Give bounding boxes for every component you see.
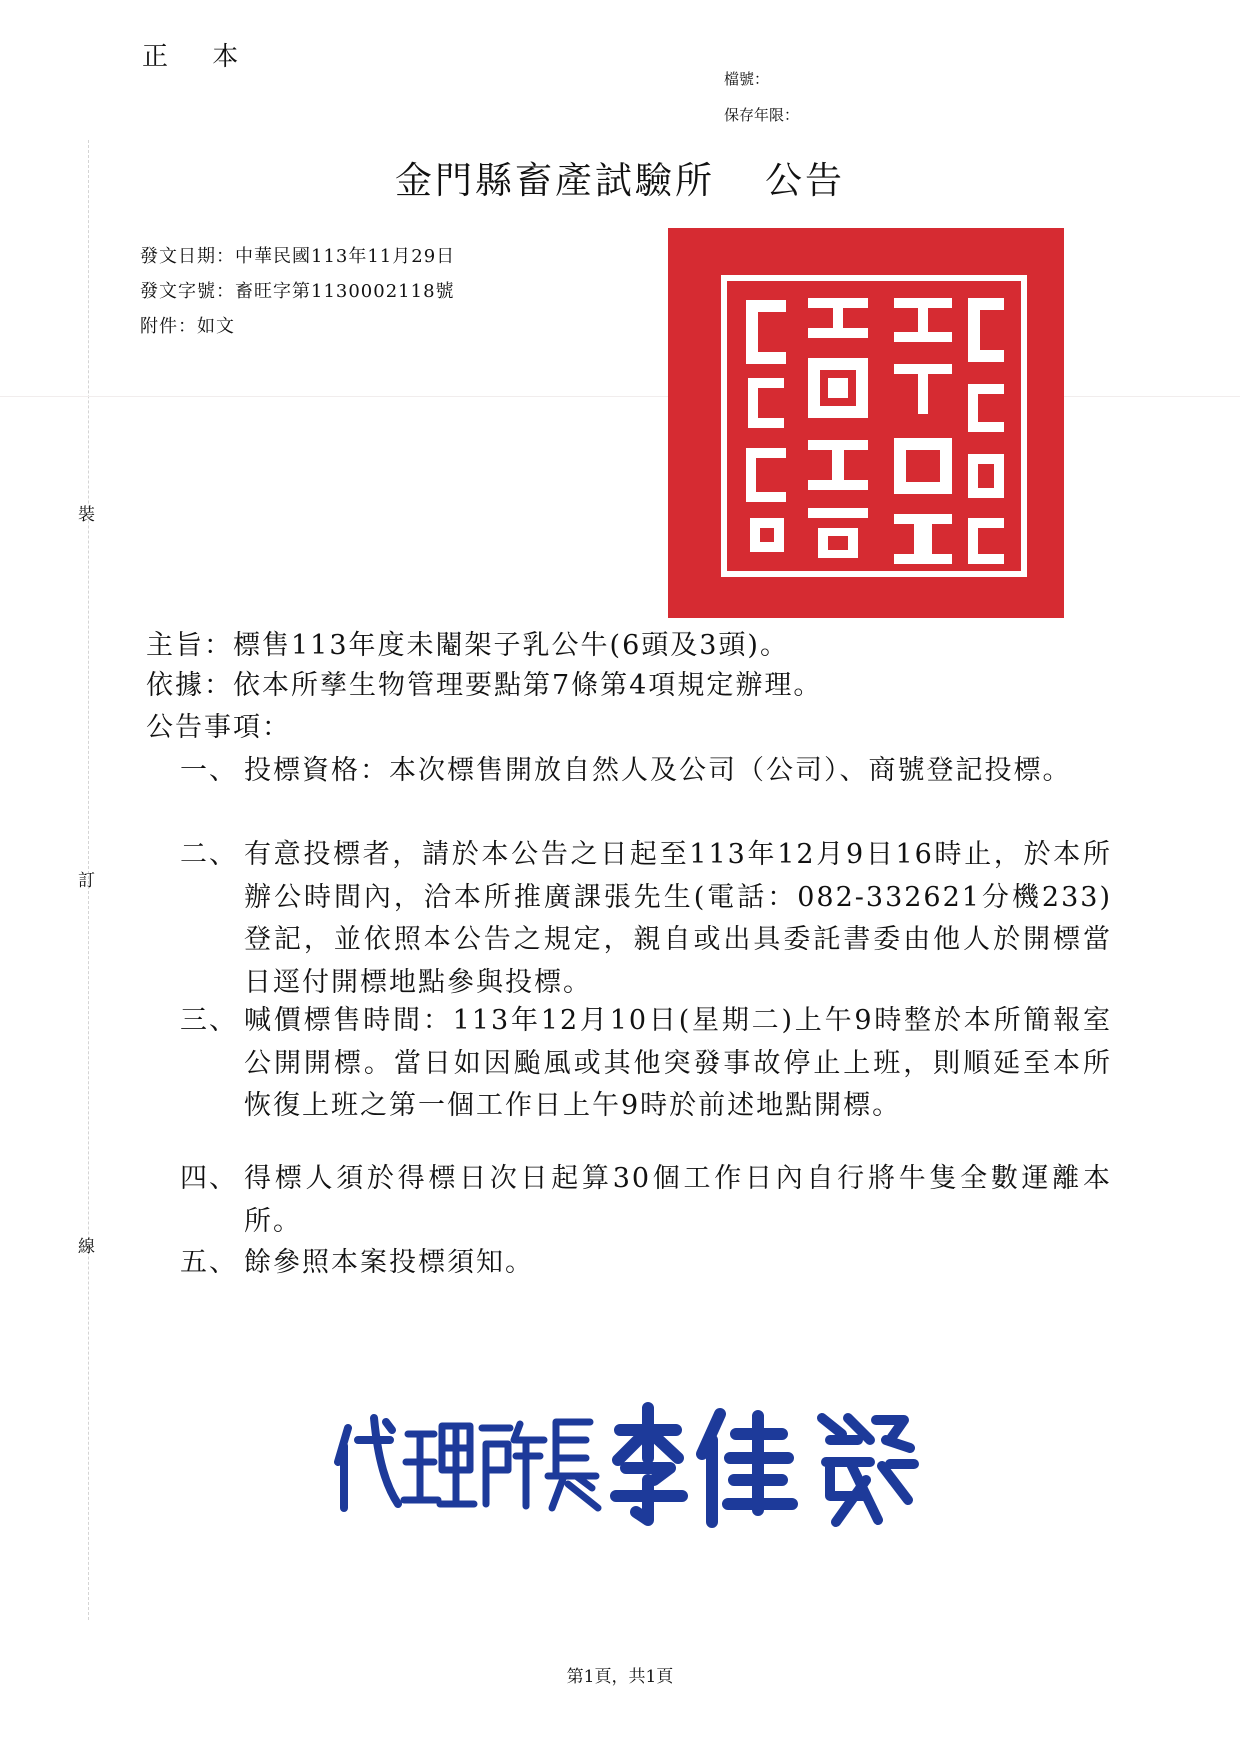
list-item-number: 四、 — [180, 1163, 238, 1194]
list-item-number: 三、 — [180, 1005, 238, 1036]
file-number-label — [724, 68, 769, 89]
signature-stamp — [330, 1400, 920, 1530]
binding-mark-xian: 線 — [78, 1237, 95, 1257]
official-seal — [668, 228, 1064, 618]
binding-mark-zhuang: 裝 — [78, 505, 95, 525]
subject-line: 主旨：標售113年度未閹架子乳公牛(6頭及3頭)。 — [146, 630, 789, 661]
copy-mark: 正 本 — [142, 42, 257, 72]
list-item-number: 一、 — [180, 755, 238, 786]
list-item — [180, 1242, 1120, 1285]
list-item-text: 得標人須於得標日次日起算30個工作日內自行將牛隻全數運離本所。 — [244, 1163, 1112, 1237]
list-item-number: 五、 — [180, 1247, 238, 1278]
page-title — [0, 150, 1240, 204]
list-item — [180, 834, 1120, 998]
list-item-number: 二、 — [180, 839, 238, 870]
issue-number: 發文字號：畜旺字第1130002118號 — [140, 281, 455, 302]
list-item-text: 喊價標售時間：113年12月10日(星期二)上午9時整於本所簡報室公開開標。當日如因颱風或其他突發事故停止上班，則順延至本所恢復上班之第一個工作日上午9時於前述地點開標。 — [244, 1005, 1112, 1121]
announcement-items-heading: 公告事項： — [146, 712, 291, 743]
list-item-text: 餘參照本案投標須知。 — [244, 1247, 534, 1278]
file-number-label-text: 檔號： — [724, 70, 770, 88]
basis-line: 依據：依本所孳生物管理要點第7條第4項規定辦理。 — [146, 670, 823, 701]
list-item — [180, 750, 1120, 793]
attachment: 附件：如文 — [140, 316, 235, 337]
agency-name: 金門縣畜產試驗所 — [395, 159, 715, 202]
issue-date: 發文日期：中華民國113年11月29日 — [140, 246, 456, 267]
document-type: 公告 — [765, 159, 845, 202]
binding-mark-ding: 訂 — [78, 871, 95, 891]
list-item-text: 投標資格：本次標售開放自然人及公司（公司）、商號登記投標。 — [244, 755, 1072, 786]
list-item — [180, 1000, 1120, 1121]
list-item — [180, 1158, 1120, 1237]
list-item-text: 有意投標者，請於本公告之日起至113年12月9日16時止，於本所辦公時間內，洽本所推廣課張先生(電話：082-332621分機233)登記，並依照本公告之規定，親自或出具委託書委由他人於開標當日逕付開標地點參與投標。 — [244, 839, 1112, 998]
retention-period-label: 保存年限： — [724, 106, 800, 124]
page-number: 第1頁，共1頁 — [566, 1667, 674, 1687]
